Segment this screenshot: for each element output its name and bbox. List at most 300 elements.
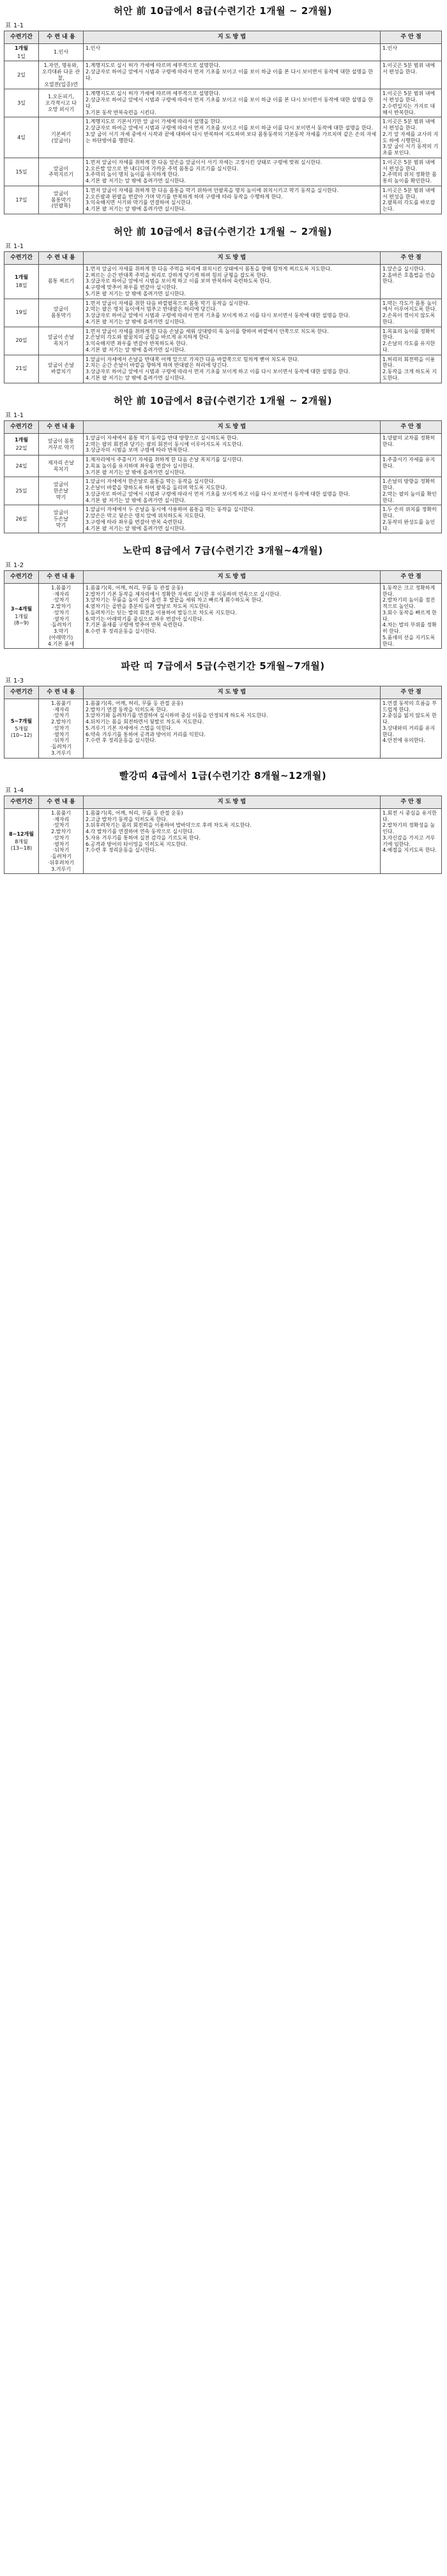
method-cell-line: 2.오른팔과 왼팔을 번갈아 가며 막기를 반복하게 하며 구령에 따라 동작을 수행하게 한다. bbox=[86, 193, 283, 200]
notes-cell-line: 1.두 손의 위치를 정확히 한다. bbox=[383, 507, 437, 519]
method-cell bbox=[84, 699, 381, 758]
section-4 bbox=[4, 544, 442, 649]
notes-cell-line: 2.동작을 크게 하도록 지도한다. bbox=[383, 369, 437, 381]
table-label: 표 1-4 bbox=[5, 787, 24, 794]
content-cell-line: 주먹지르기 bbox=[49, 172, 73, 178]
table-row bbox=[4, 583, 442, 649]
table-label: 표 1-1 bbox=[5, 243, 24, 250]
method-cell-line: 4.기본 팔 저기는 앞 밖에 올려가면 실시한다. bbox=[86, 525, 186, 531]
column-header: 주 안 점 bbox=[381, 252, 442, 265]
notes-cell bbox=[381, 505, 442, 533]
day-cell bbox=[4, 699, 39, 758]
day-cell bbox=[4, 89, 39, 117]
section-2 bbox=[4, 225, 442, 383]
day-cell bbox=[4, 455, 39, 477]
notes-cell-line: 2.팔목의 각도를 바로잡는다. bbox=[383, 200, 436, 212]
method-cell bbox=[84, 327, 381, 355]
notes-cell-line: 1.이곳은 5분 범위 내에서 편성을 한다. bbox=[383, 63, 436, 75]
notes-cell-line: 2.막는 팔의 높이를 확인한다. bbox=[383, 491, 437, 503]
table-label: 표 1-1 bbox=[5, 412, 24, 419]
method-cell-line: 1.계행지도로 실시 허가 가세에 따르며 세부적으로 설명한다. bbox=[86, 63, 220, 69]
content-cell-line: ·앞차기 bbox=[52, 822, 70, 829]
content-cell-line: ·제자리 bbox=[52, 816, 70, 822]
training-table bbox=[4, 686, 442, 759]
table-label: 표 1-1 bbox=[5, 22, 24, 29]
day-number: 25일 bbox=[15, 488, 27, 494]
method-cell bbox=[84, 43, 381, 61]
notes-cell bbox=[381, 477, 442, 505]
content-cell-line: 앞굽이 손날 bbox=[47, 334, 75, 341]
notes-cell-line: 1.이곳은 5분 범위 내에서 편성을 한다. bbox=[383, 159, 436, 172]
table-label: 표 1-3 bbox=[5, 677, 24, 685]
content-cell bbox=[39, 455, 84, 477]
content-cell-line: 제자리 손날 bbox=[47, 460, 75, 466]
method-cell-line: 2.손날의 각도와 팔꿈치의 굽힘을 바르게 유지하게 한다. bbox=[86, 334, 211, 341]
content-cell-line: ·제자리 bbox=[52, 591, 70, 597]
method-cell-line: 3.기본 동작 반복숙련을 시킨다. bbox=[86, 109, 156, 115]
column-header: 수련기간 bbox=[4, 252, 39, 265]
content-cell-line: 앞굽이 손날 bbox=[47, 362, 75, 369]
method-cell-line: 3.상급자로 하여금 앞에서 시범과 구령에 따라서 먼저 기초를 보이게 하고 이를 다시 보이면서 동작에 대한 설명을 한다. bbox=[86, 491, 351, 497]
notes-cell-line: 2.동작의 완성도를 높인다. bbox=[383, 519, 436, 531]
content-cell-line: 거꾸로 막기 bbox=[47, 444, 75, 450]
method-cell-line: 1.앞굽이 자세에서 두 손날을 동시에 사용하여 몸통을 막는 동작을 실시한다. bbox=[86, 507, 255, 513]
method-cell-line: 2.상급자로 하여금 앞에서 시범과 구령에 따라서 먼저 기초를 보이고 이를 보이 하급 이를 본 다시 보이면서 동작에 대한 설명을 한다. bbox=[86, 69, 374, 81]
content-cell-line: 몸통막기 bbox=[51, 196, 71, 203]
content-cell-line: 3.막기 bbox=[53, 628, 69, 635]
method-cell-line: 3.상급자로 하여금 앞에서 시범과 구령에 따라서 먼저 기초를 보이게 하고 이를 다시 보이면서 동작에 대한 설명을 한다. bbox=[86, 313, 351, 319]
content-cell-line: ·제자리 bbox=[52, 706, 70, 713]
method-cell-line: 4.기본 팔 저기는 앞 밖에 올려가면 실시한다. bbox=[86, 206, 186, 212]
method-cell-line: 2.상급자로 하여금 앞에서 시범과 구령에 따라서 먼저 기초를 보이고 이를 보이 하급 이를 본 다시 보이면서 동작에 대한 설명을 한다. bbox=[86, 97, 374, 109]
day-number: 8개월 (13~18) bbox=[10, 839, 33, 852]
day-number: 2일 bbox=[17, 72, 26, 78]
content-cell-line: 1.자연, 명유와, bbox=[43, 63, 79, 69]
column-header: 수 련 내 용 bbox=[39, 686, 84, 699]
table-row bbox=[4, 264, 442, 299]
day-number: 3일 bbox=[17, 100, 26, 107]
method-cell-line: 2.발차기 연결 동작을 익히도록 한다. bbox=[86, 706, 168, 713]
notes-cell-line: 4.예절을 지키도록 한다. bbox=[383, 847, 437, 854]
content-cell bbox=[39, 89, 84, 117]
table-row bbox=[4, 117, 442, 158]
method-cell-line: 7.수련 후 정리운동을 실시한다. bbox=[86, 737, 156, 744]
section-5 bbox=[4, 659, 442, 759]
day-cell bbox=[4, 433, 39, 455]
content-cell-line: 오각적시고 다 bbox=[45, 100, 77, 107]
content-cell bbox=[39, 808, 84, 874]
method-cell-line: 3.앞차기와 돌려차기를 연결하여 실시하며 중심 이동을 안정되게 하도록 지도한다. bbox=[86, 713, 268, 719]
notes-cell bbox=[381, 355, 442, 383]
section-3 bbox=[4, 394, 442, 533]
notes-cell-line: 2.주먹의 위치 정확한 몸통의 높이를 확인한다. bbox=[383, 172, 437, 184]
notes-cell-line: 1.허리의 회전력을 이용한다. bbox=[383, 356, 436, 369]
method-cell bbox=[84, 808, 381, 874]
method-cell-line: 7.수련 후 정리운동을 실시한다. bbox=[86, 847, 156, 854]
day-number: 26일 bbox=[15, 516, 27, 522]
training-table bbox=[4, 796, 442, 874]
method-cell-line: 3.기본 팔 저기는 앞 밖에 올려가면 실시한다. bbox=[86, 469, 186, 475]
column-header: 수 련 내 용 bbox=[39, 571, 84, 584]
day-cell bbox=[4, 186, 39, 214]
content-cell-line: ·앞차기 bbox=[52, 713, 70, 719]
content-cell-line: ·옆차기 bbox=[52, 841, 70, 847]
method-cell-line: 1.계행지도로 기본서기만 앞 굽이 가세에 따라서 설명을 한다. bbox=[86, 119, 222, 125]
notes-cell-line: 1.손날의 방향을 정확히 한다. bbox=[383, 478, 436, 491]
content-cell-line: ·앞차기 bbox=[52, 609, 70, 616]
method-cell bbox=[84, 186, 381, 214]
method-cell-line: 4.각 발차기를 연결하여 연속 동작으로 실시한다. bbox=[86, 829, 194, 835]
table-row bbox=[4, 477, 442, 505]
period-label: 1개월 bbox=[14, 45, 29, 51]
period-label: 8~12개월 bbox=[9, 831, 34, 837]
table-label: 표 1-2 bbox=[5, 562, 24, 569]
section-title: 노란띠 8급에서 7급(수련기간 3개월~4개월) bbox=[123, 545, 323, 556]
table-row bbox=[4, 299, 442, 327]
method-cell bbox=[84, 455, 381, 477]
table-row bbox=[4, 433, 442, 455]
notes-cell-line: 3.상대와의 거리를 유지한다. bbox=[383, 725, 436, 737]
method-cell-line: 3.구령에 따라 좌우를 번갈아 반복 숙련한다. bbox=[86, 519, 185, 525]
content-cell bbox=[39, 505, 84, 533]
method-cell-line: 2.막는 팔은 명치 높이에서 멈추고 반대팔은 허리에 당긴다. bbox=[86, 306, 217, 313]
period-label: 3~4개월 bbox=[10, 605, 33, 612]
method-cell-line: 3.주먹의 높이 명치 높이를 유지하게 한다. bbox=[86, 172, 179, 178]
notes-cell-line: 1.양팔의 교차를 정확히 한다. bbox=[383, 434, 436, 447]
content-cell bbox=[39, 186, 84, 214]
column-header: 주 안 점 bbox=[381, 796, 442, 809]
content-cell-line: ·옆차기 bbox=[52, 731, 70, 737]
table-row bbox=[4, 327, 442, 355]
notes-cell bbox=[381, 117, 442, 158]
content-cell-line: ·뒤차기 bbox=[52, 737, 70, 744]
method-cell-line: 1.몸풀기(목, 어깨, 허리, 무릎 등 관절 운동) bbox=[86, 810, 183, 816]
day-cell bbox=[4, 583, 39, 649]
content-cell-line: ·돌려차기 bbox=[50, 622, 72, 628]
notes-cell-line: 1.이곳은 5분 범위 내에서 편성을 한다. bbox=[383, 91, 436, 103]
notes-cell-line: 2.올바른 호흡법을 연습한다. bbox=[383, 272, 436, 285]
content-cell-line: (안팔목) bbox=[51, 203, 71, 209]
notes-cell-line: 1.인사 bbox=[383, 45, 398, 51]
notes-cell-line: 1.연결 동작의 흐름을 부드럽게 한다. bbox=[383, 700, 437, 713]
method-cell-line: 1.앞굽이 자세에서 손날을 반대쪽 어깨 앞으로 가져간 다음 바깥쪽으로 힘차게 뻗어 치도록 한다. bbox=[86, 356, 299, 362]
day-cell bbox=[4, 808, 39, 874]
method-cell-line: 2.막는 팔의 회전과 당기는 팔의 회전이 동시에 이루어지도록 지도한다. bbox=[86, 441, 243, 447]
content-cell-line: 1.몸풀기 bbox=[51, 810, 71, 816]
method-cell-line: 5.기본 팔 저기는 앞 밖에 올려가면 실시한다. bbox=[86, 290, 186, 297]
content-cell-line: 2.발차기 bbox=[51, 603, 71, 610]
content-cell-line: ·돌려차기 bbox=[50, 744, 72, 750]
content-cell bbox=[39, 299, 84, 327]
method-cell-line: 2.오른발 앞으로 반 내디디며 가까운 주먹 몸통을 지르기를 실시한다. bbox=[86, 165, 239, 172]
notes-cell-line: 1.주춤서기 자세를 유지한다. bbox=[383, 457, 436, 469]
notes-cell-line: 2.수련일지는 가지로 대해서 반복한다. bbox=[383, 103, 436, 115]
column-header: 수련기간 bbox=[4, 686, 39, 699]
method-cell-line: 3.상급자로 하여금 앞에서 시범과 구령에 따라서 먼저 기초를 보이게 하고 이를 다시 보이면서 동작에 대한 설명을 한다. bbox=[86, 369, 351, 375]
method-cell-line: 1.먼저 앞굽이 자세를 취하게 한 다음 몸통을 막기 위하여 안팔목을 명치 높이에 위치시키고 막기 동작을 실시한다. bbox=[86, 187, 339, 193]
method-cell-line: 2.발차기 기본 동작을 제자리에서 정확한 자세로 실시한 후 이동하며 연속으로 실시한다. bbox=[86, 591, 282, 597]
content-cell-line: 오열전(입증)연 bbox=[44, 81, 78, 87]
notes-cell-line: 3.앞 굽이 서기 동작의 기초를 보인다. bbox=[383, 144, 439, 156]
column-header: 주 안 점 bbox=[381, 686, 442, 699]
notes-cell-line: 3.자신감을 가지고 겨루기에 임한다. bbox=[383, 834, 436, 847]
method-cell-line: 7.기본 품새를 구령에 맞추어 반복 숙련한다. bbox=[86, 622, 185, 628]
content-cell-line: (앞굽이) bbox=[51, 137, 71, 144]
method-cell-line: 2.찌르는 순간 반대쪽 주먹을 허리로 강하게 당기게 하며 힘의 균형을 잡도록 한다. bbox=[86, 272, 268, 278]
method-cell-line: 2.손날이 바깥을 향하도록 하여 팔목을 돌리며 막도록 지도한다. bbox=[86, 485, 227, 491]
method-cell-line: 6.약속 겨루기를 통하여 공격과 방어의 거리를 익힌다. bbox=[86, 731, 206, 737]
notes-cell bbox=[381, 583, 442, 649]
training-table bbox=[4, 570, 442, 649]
notes-cell bbox=[381, 455, 442, 477]
section-title: 빨강띠 4급에서 1급(수련기간 8개월~12개월) bbox=[119, 770, 327, 781]
method-cell-line: 3.앞 굽이 서기 자세 중에서 시작과 끝에 대하여 다시 반복하여 지도하며 보다 몸통동작의 기본동작 자세를 가르치며 같은 손의 자세는 하단방어를 행한다. bbox=[86, 131, 377, 144]
content-cell-line: 몸통막기 bbox=[51, 313, 71, 319]
method-cell-line: 1.제자리에서 주춤서기 자세를 취하게 한 다음 손날 목치기를 실시한다. bbox=[86, 457, 243, 463]
day-cell bbox=[4, 61, 39, 89]
content-cell bbox=[39, 699, 84, 758]
content-cell-line: 3.겨루기 bbox=[51, 866, 71, 872]
content-cell bbox=[39, 433, 84, 455]
table-row bbox=[4, 699, 442, 758]
column-header: 주 안 점 bbox=[381, 31, 442, 44]
column-header: 지 도 방 법 bbox=[84, 571, 381, 584]
content-cell-line: 4.기본 품새 bbox=[47, 640, 75, 647]
content-cell-line: 오망 외시기 bbox=[47, 106, 75, 112]
method-cell-line: 2.치는 순간 손날이 바깥을 향하게 하며 반대팔은 허리에 당긴다. bbox=[86, 362, 229, 369]
method-cell bbox=[84, 158, 381, 186]
notes-cell-line: 1.이곳은 5분 범위 내에서 편성을 한다. bbox=[383, 119, 436, 131]
method-cell-line: 4.뒤차기는 몸을 회전하면서 뒷발로 차도록 지도한다. bbox=[86, 719, 204, 725]
section-title: 파란 띠 7급에서 5급(수련기간 5개월~7개월) bbox=[121, 660, 325, 672]
content-cell-line: 앞굽이 bbox=[53, 165, 69, 172]
column-header: 수 련 내 용 bbox=[39, 421, 84, 434]
method-cell-line: 1.인사 bbox=[86, 45, 101, 51]
method-cell-line: 4.기본 팔 저기는 앞 밖에 올려가면 실시한다. bbox=[86, 318, 186, 325]
column-header: 지 도 방 법 bbox=[84, 421, 381, 434]
content-cell-line: 막기 bbox=[56, 522, 66, 528]
period-label: 1개월 bbox=[14, 437, 29, 443]
method-cell-line: 3.익숙해지면 좌우를 번갈아 반복하도록 한다. bbox=[86, 341, 188, 347]
content-cell-line: 1.몸풀기 bbox=[51, 700, 71, 706]
content-cell-line: 목치기 bbox=[53, 466, 69, 472]
table-row bbox=[4, 43, 442, 61]
day-cell bbox=[4, 477, 39, 505]
notes-cell bbox=[381, 264, 442, 299]
content-cell-line: 막기 bbox=[56, 494, 66, 500]
section-title: 허안 前 10급에서 8급(수련기간 1개월 ~ 2개월) bbox=[113, 226, 333, 237]
method-cell bbox=[84, 583, 381, 649]
content-cell-line: 앞굽이 bbox=[53, 306, 69, 313]
table-row bbox=[4, 158, 442, 186]
method-cell-line: 1.먼저 앞굽이 자세를 취한 다음 바깥팔목으로 몸통 막기 동작을 실시한다. bbox=[86, 300, 250, 306]
method-cell-line: 2.고급 발차기 동작을 익히도록 한다. bbox=[86, 816, 168, 822]
method-cell-line: 1.앞굽이 자세에서 한손날로 몸통을 막는 동작을 실시한다. bbox=[86, 478, 216, 485]
content-cell-line: ·뒤후려차기 bbox=[47, 859, 75, 866]
day-number: 22일 bbox=[15, 445, 27, 452]
notes-cell-line: 1.목표의 높이를 정확히 한다. bbox=[383, 328, 436, 341]
table-row bbox=[4, 505, 442, 533]
notes-cell bbox=[381, 89, 442, 117]
day-cell bbox=[4, 43, 39, 61]
method-cell-line: 3.뒤후려차기는 몸의 회전력을 이용하여 발바닥으로 후려 차도록 지도한다. bbox=[86, 822, 252, 829]
method-cell-line: 3.상급자로 하여금 앞에서 시범을 보이게 하고 이를 보며 반복하여 숙련하도록 한다. bbox=[86, 278, 271, 285]
content-cell-line: (아래막기) bbox=[49, 634, 73, 640]
notes-cell-line: 1.막는 각도가 몸통 높이에서 이루어지도록 한다. bbox=[383, 300, 437, 313]
content-cell-line: ·돌려차기 bbox=[50, 854, 72, 860]
notes-cell-line: 2.손날의 각도를 유지한다. bbox=[383, 341, 436, 353]
method-cell-line: 2.목표 높이를 유지하며 좌우를 번갈아 실시한다. bbox=[86, 463, 194, 469]
content-cell-line: 2.발차기 bbox=[51, 829, 71, 835]
notes-cell-line: 2.기 앞 자세를 교사의 지도 하에 시행한다. bbox=[383, 131, 439, 144]
method-cell-line: 2.상급자로 하여금 앞에서 시범과 구령에 따라서 먼저 기초를 보이고 이를 보이 하급 이를 다시 보이면서 동작에 대한 설명을 한다. bbox=[86, 125, 374, 131]
column-header: 지 도 방 법 bbox=[84, 686, 381, 699]
method-cell-line: 1.계행지도로 실시 허가 가세에 따르며 세부적으로 설명한다. bbox=[86, 91, 220, 97]
method-cell-line: 3.익숙해지면 서기와 막기를 연결하여 실시한다. bbox=[86, 200, 193, 206]
method-cell-line: 4.기본 팔 저기는 앞 밖에 올려가면 실시한다. bbox=[86, 497, 186, 503]
day-number: 1개월 (8~9) bbox=[13, 614, 29, 626]
notes-cell-line: 3.회수 동작을 빠르게 한다. bbox=[383, 609, 437, 622]
content-cell-line: 몸통 찌르기 bbox=[47, 278, 75, 285]
notes-cell-line: 5.품새의 선을 지키도록 한다. bbox=[383, 634, 436, 647]
method-cell-line: 6.공격과 방어의 타이밍을 익히도록 지도한다. bbox=[86, 841, 188, 847]
day-number: 19일 bbox=[15, 309, 27, 316]
method-cell-line: 8.수련 후 정리운동을 실시한다. bbox=[86, 628, 156, 635]
method-cell-line: 5.겨루기 기본 자세에서 스텝을 익힌다. bbox=[86, 725, 173, 731]
notes-cell-line: 4.안전에 유의한다. bbox=[383, 737, 425, 744]
column-header: 지 도 방 법 bbox=[84, 252, 381, 265]
column-header: 지 도 방 법 bbox=[84, 796, 381, 809]
notes-cell bbox=[381, 433, 442, 455]
content-cell-line: 한손날 bbox=[53, 488, 69, 494]
method-cell bbox=[84, 299, 381, 327]
column-header: 수 련 내 용 bbox=[39, 796, 84, 809]
day-cell bbox=[4, 299, 39, 327]
method-cell bbox=[84, 264, 381, 299]
content-cell bbox=[39, 43, 84, 61]
content-cell bbox=[39, 117, 84, 158]
column-header: 수 련 내 용 bbox=[39, 252, 84, 265]
notes-cell-line: 1.동작은 크고 정확하게 한다. bbox=[383, 584, 436, 597]
notes-cell-line: 2.손목이 꺾이지 않도록 한다. bbox=[383, 313, 436, 325]
method-cell-line: 6.막기는 아래막기를 중심으로 좌우 번갈아 실시한다. bbox=[86, 616, 204, 622]
training-table bbox=[4, 251, 442, 383]
day-number: 1일 bbox=[17, 53, 26, 59]
content-cell bbox=[39, 158, 84, 186]
method-cell-line: 4.구령에 맞추어 좌우를 번갈아 실시한다. bbox=[86, 285, 178, 291]
table-row bbox=[4, 186, 442, 214]
content-cell-line: 앞굽이 몸통 bbox=[47, 438, 75, 444]
notes-cell-line: 2.중심을 잃지 않도록 한다. bbox=[383, 713, 437, 725]
column-header: 지 도 방 법 bbox=[84, 31, 381, 44]
content-cell-line: ·앞차기 bbox=[52, 725, 70, 731]
content-cell-line: 목치기 bbox=[53, 341, 69, 347]
content-cell bbox=[39, 583, 84, 649]
training-table bbox=[4, 420, 442, 533]
method-cell-line: 1.먼저 앞굽이 자세를 취하게 한 다음 앞손을 앞굽이서 서기 자세는 고정시킨 상태로 구령에 맞춰 실시한다. bbox=[86, 159, 322, 165]
content-cell-line: 바깥치기 bbox=[51, 369, 71, 375]
day-number: 18일 bbox=[15, 282, 27, 288]
notes-cell bbox=[381, 327, 442, 355]
content-cell-line: 앞굽이 bbox=[53, 510, 69, 516]
notes-cell-line: 1.앞손을 실시한다. bbox=[383, 265, 425, 272]
table-row bbox=[4, 455, 442, 477]
notes-cell bbox=[381, 61, 442, 89]
content-cell bbox=[39, 477, 84, 505]
notes-cell bbox=[381, 158, 442, 186]
method-cell-line: 1.몸풀기(목, 어깨, 허리, 무릎 등 관절 운동) bbox=[86, 584, 183, 591]
notes-cell bbox=[381, 186, 442, 214]
day-cell bbox=[4, 117, 39, 158]
day-cell bbox=[4, 505, 39, 533]
day-cell bbox=[4, 264, 39, 299]
method-cell-line: 4.옆차기는 골반을 충분히 돌려 발날로 차도록 지도한다. bbox=[86, 603, 211, 610]
content-cell-line: 앞굽이 bbox=[53, 190, 69, 196]
method-cell-line: 1.먼저 앞굽이 자세를 취하게 한 다음 주먹을 허리에 위치시킨 상태에서 몸통을 향해 힘차게 찌르도록 지도한다. bbox=[86, 265, 332, 272]
content-cell-line: ·뒤차기 bbox=[52, 847, 70, 854]
method-cell-line: 3.상급자의 시범을 보며 구령에 따라 반복한다. bbox=[86, 447, 189, 454]
notes-cell bbox=[381, 299, 442, 327]
content-cell-line: 1.인사 bbox=[53, 49, 69, 56]
content-cell bbox=[39, 61, 84, 89]
column-header: 수련기간 bbox=[4, 31, 39, 44]
column-header: 주 안 점 bbox=[381, 571, 442, 584]
section-title: 허안 前 10급에서 8급(수련기간 1개월 ~ 2개월) bbox=[113, 5, 333, 17]
notes-cell-line: 1.이곳은 5분 범위 내에서 편성을 한다. bbox=[383, 187, 436, 200]
method-cell-line: 3.앞차기는 무릎을 높이 들어 올린 후 발끝을 세워 차고 빠르게 회수하도록 한다. bbox=[86, 597, 263, 603]
table-row bbox=[4, 89, 442, 117]
notes-cell bbox=[381, 808, 442, 874]
day-number: 24일 bbox=[15, 463, 27, 469]
table-row bbox=[4, 808, 442, 874]
content-cell-line: 3.겨루기 bbox=[51, 750, 71, 756]
section-6 bbox=[4, 769, 442, 874]
notes-cell-line: 4.차는 발의 부위를 정확히 한다. bbox=[383, 622, 437, 635]
notes-cell-line: 2.발차기의 정확성을 높인다. bbox=[383, 822, 436, 835]
notes-cell bbox=[381, 699, 442, 758]
content-cell-line: 2.발차기 bbox=[51, 719, 71, 725]
content-cell bbox=[39, 264, 84, 299]
column-header: 수련기간 bbox=[4, 421, 39, 434]
day-cell bbox=[4, 327, 39, 355]
column-header: 수 련 내 용 bbox=[39, 31, 84, 44]
day-number: 20일 bbox=[15, 337, 27, 344]
day-cell bbox=[4, 355, 39, 383]
notes-cell-line: 1.회전 시 중심을 유지한다. bbox=[383, 810, 437, 822]
notes-cell-line: 2.발차기의 높이를 점진적으로 높인다. bbox=[383, 597, 436, 610]
method-cell bbox=[84, 477, 381, 505]
content-cell-line: 앞굽이 bbox=[53, 482, 69, 488]
day-cell bbox=[4, 158, 39, 186]
content-cell-line: 기본써기 bbox=[51, 131, 71, 137]
table-row bbox=[4, 355, 442, 383]
section-1 bbox=[4, 4, 442, 214]
method-cell-line: 1.몸풀기(목, 어깨, 허리, 무릎 등 관절 운동) bbox=[86, 700, 183, 706]
section-title: 허안 前 10급에서 8급(수련기간 1개월 ~ 2개월) bbox=[113, 395, 333, 406]
method-cell bbox=[84, 505, 381, 533]
day-number: 5개월 (10~12) bbox=[10, 726, 33, 739]
column-header: 수련기간 bbox=[4, 571, 39, 584]
method-cell-line: 5.돌려차기는 딛는 발의 회전을 이용하여 발등으로 차도록 지도한다. bbox=[86, 609, 237, 616]
method-cell-line: 2.앞손은 막고 뒷손은 명치 앞에 위치하도록 지도한다. bbox=[86, 513, 206, 519]
method-cell-line: 5.자유 겨루기를 통하여 실전 감각을 기르도록 한다. bbox=[86, 834, 201, 841]
day-number: 21일 bbox=[15, 366, 27, 372]
training-table bbox=[4, 31, 442, 214]
column-header: 수련기간 bbox=[4, 796, 39, 809]
notes-cell bbox=[381, 43, 442, 61]
method-cell-line: 4.기본 팔 저기는 앞 밖에 올려가면 실시한다. bbox=[86, 178, 186, 184]
table-row bbox=[4, 61, 442, 89]
